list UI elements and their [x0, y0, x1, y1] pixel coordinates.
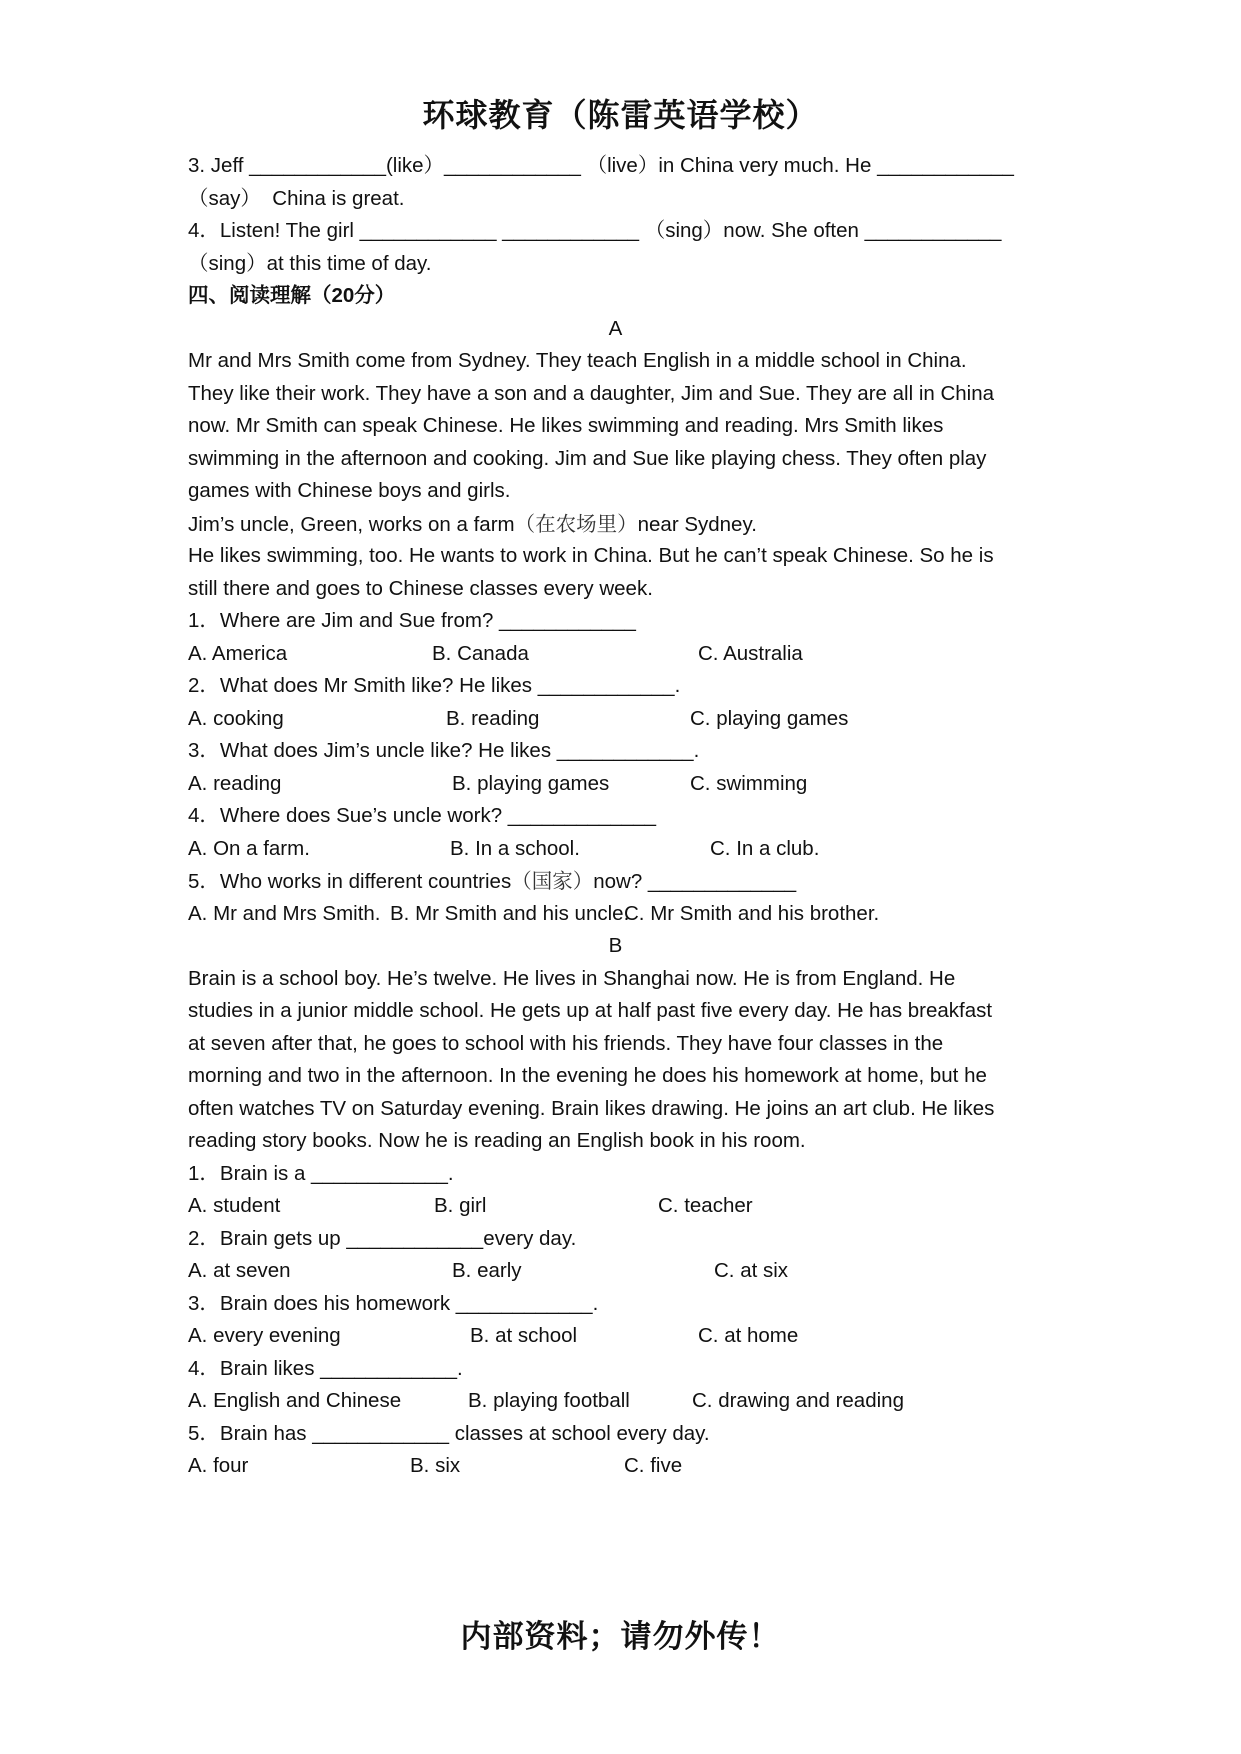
option-a: A. reading — [188, 771, 282, 795]
question-b3: 3．Brain does his homework ____________. — [188, 1291, 599, 1315]
question-a5 — [188, 865, 1068, 898]
question-a4: 4．Where does Sue’s uncle work? _____________ — [188, 804, 657, 827]
option-c: C. at six — [714, 1259, 789, 1282]
option-c: C. Australia — [698, 641, 803, 665]
passage-b-line: at seven after that, he goes to school with his friends. They have four classes in the — [188, 1031, 944, 1055]
passage-a-line: He likes swimming, too. He wants to work in China. But he can’t speak Chinese. So he is — [188, 544, 994, 567]
options-b3 — [188, 1320, 1068, 1353]
question-a5-chinese-gloss: （国家） — [511, 869, 594, 893]
options-a1 — [188, 638, 1068, 671]
passage-b-line: morning and two in the afternoon. In the evening he does his homework at home, but he — [188, 1064, 987, 1087]
passage-a-line: still there and goes to Chinese classes every week. — [188, 576, 653, 600]
passage-a-line: They like their work. They have a son and a daughter, Jim and Sue. They are all in China — [188, 381, 995, 405]
option-c: C. Mr Smith and his brother. — [624, 901, 880, 925]
farm-line-after: near Sydney. — [637, 512, 757, 536]
passage-a-line: swimming in the afternoon and cooking. Jim and Sue like playing chess. They often play — [188, 446, 987, 470]
option-c: C. at home — [698, 1324, 799, 1347]
passage-a-line: games with Chinese boys and girls. — [188, 479, 511, 502]
option-b: B. Mr Smith and his uncle. — [390, 901, 630, 925]
question-a5-after: now? _____________ — [593, 870, 797, 893]
options-a3 — [188, 768, 1068, 801]
options-a5 — [188, 898, 1068, 931]
passage-a-line: now. Mr Smith can speak Chinese. He likes swimming and reading. Mrs Smith likes — [188, 414, 944, 437]
question-b4: 4．Brain likes ____________. — [188, 1356, 463, 1380]
option-b: B. playing football — [468, 1389, 630, 1412]
option-b: B. reading — [446, 706, 540, 730]
options-b2 — [188, 1255, 1068, 1288]
option-a: A. Mr and Mrs Smith. — [188, 901, 381, 925]
option-a: A. America — [188, 641, 288, 665]
option-b: B. girl — [434, 1194, 487, 1217]
fill-in-3-line1: 3. Jeff ____________(like）____________ （live）in China very much. He ____________ — [188, 154, 1014, 177]
option-b: B. In a school. — [450, 836, 580, 860]
option-c: C. five — [624, 1454, 683, 1477]
passage-a-line: Mr and Mrs Smith come from Sydney. They teach English in a middle school in China. — [188, 349, 967, 372]
question-a3: 3．What does Jim’s uncle like? He likes ____________. — [188, 739, 700, 762]
farm-line-before: Jim’s uncle, Green, works on a farm — [188, 512, 515, 536]
option-b: B. at school — [470, 1324, 578, 1347]
passage-b-line: reading story books. Now he is reading an English book in his room. — [188, 1129, 806, 1152]
fill-in-4-line2: （sing）at this time of day. — [188, 251, 432, 275]
option-c: C. In a club. — [710, 836, 820, 860]
question-a1: 1．Where are Jim and Sue from? ____________ — [188, 609, 636, 632]
option-a: A. cooking — [188, 706, 284, 730]
farm-line-chinese-gloss: （在农场里） — [514, 511, 638, 536]
option-b: B. playing games — [452, 771, 610, 795]
passage-b-line: often watches TV on Saturday evening. Brain likes drawing. He joins an art club. He likes — [188, 1096, 995, 1120]
option-a: A. four — [188, 1454, 249, 1477]
question-a2: 2．What does Mr Smith like? He likes ____________. — [188, 674, 681, 697]
options-a2 — [188, 703, 1068, 736]
section-heading-reading: 四、阅读理解（20分） — [188, 284, 396, 307]
options-b4 — [188, 1385, 1068, 1418]
question-b2: 2．Brain gets up ____________every day. — [188, 1226, 577, 1250]
option-c: C. swimming — [690, 771, 808, 795]
option-c: C. playing games — [690, 706, 849, 730]
options-a4 — [188, 833, 1068, 866]
question-b5: 5．Brain has ____________ classes at school every day. — [188, 1421, 710, 1445]
option-c: C. drawing and reading — [692, 1389, 904, 1412]
option-b: B. Canada — [432, 641, 529, 665]
fill-in-3-line2: （say） China is great. — [188, 186, 405, 210]
option-a: A. On a farm. — [188, 836, 310, 860]
passage-b-label: B — [608, 934, 623, 957]
option-a: A. English and Chinese — [188, 1389, 402, 1412]
options-b5 — [188, 1450, 1068, 1483]
page-title: 环球教育（陈雷英语学校） — [422, 96, 819, 134]
option-b: B. six — [410, 1454, 461, 1477]
passage-a-farm-line — [188, 508, 1068, 541]
option-a: A. at seven — [188, 1259, 291, 1282]
passage-a-label: A — [608, 316, 623, 340]
question-a5-before: 5．Who works in different countries — [188, 870, 512, 893]
passage-b-line: Brain is a school boy. He’s twelve. He lives in Shanghai now. He is from England. He — [188, 966, 956, 990]
question-b1: 1．Brain is a ____________. — [188, 1161, 454, 1185]
option-a: A. every evening — [188, 1324, 341, 1347]
option-b: B. early — [452, 1259, 522, 1282]
option-c: C. teacher — [658, 1194, 753, 1217]
worksheet-body — [188, 150, 1068, 1483]
fill-in-4-line1: 4．Listen! The girl ____________ ____________ （sing）now. She often ____________ — [188, 219, 1002, 242]
passage-b-line: studies in a junior middle school. He gets up at half past five every day. He has breakfast — [188, 999, 993, 1022]
options-b1 — [188, 1190, 1068, 1223]
footer-confidential-note: 内部资料；请勿外传！ — [460, 1619, 781, 1655]
option-a: A. student — [188, 1194, 281, 1217]
